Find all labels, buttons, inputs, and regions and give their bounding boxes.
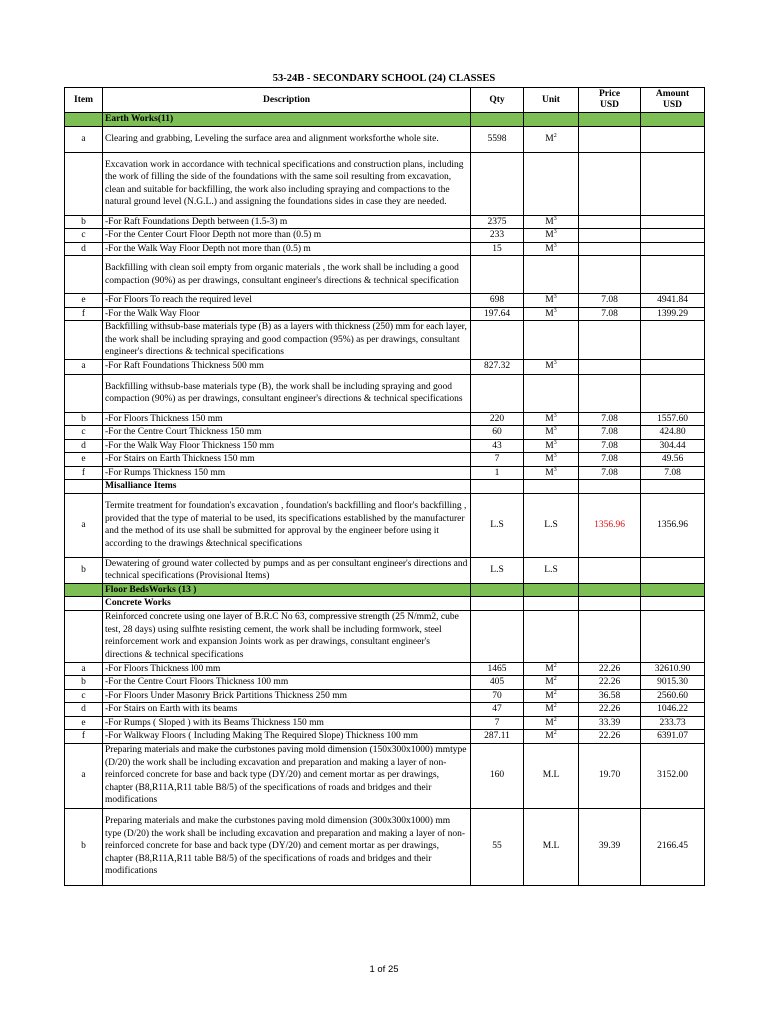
unit-exponent: 3 [553,439,557,446]
description-cell: -For Rumps Thickness 150 mm [103,466,471,480]
unit-exponent: 3 [553,293,557,300]
price-cell [579,256,641,294]
unit-cell [524,215,579,229]
unit-cell [524,229,579,243]
unit-label: M [545,467,554,478]
unit-label: M [545,308,554,319]
amount-cell [641,229,705,243]
price-cell: 36.58 [579,689,641,703]
item-cell [65,374,103,412]
unit-cell [524,703,579,717]
item-cell: e [65,453,103,467]
unit-label: M [545,454,554,464]
unit-cell [524,307,579,321]
table-row [65,703,705,717]
unit-cell [524,242,579,256]
qty-cell [471,256,524,294]
description-cell: -For the Center Court Floor Depth not more than (0.5) m [103,229,471,243]
unit-cell [524,439,579,453]
unit-label: M [545,295,554,305]
section-row [65,583,705,597]
price-cell: 19.70 [579,743,641,808]
table-row [65,256,705,294]
item-cell: b [65,676,103,690]
amount-cell: 1557.60 [641,412,705,426]
table-row [65,426,705,440]
unit-label: M [545,704,554,714]
unit-cell [524,480,579,494]
item-cell: a [65,662,103,676]
unit-cell [524,294,579,308]
description-cell: -For Walkway Floors ( Including Making The Required Slope) Thickness 100 mm [103,730,471,744]
qty-cell: 160 [471,743,524,808]
qty-cell [471,480,524,494]
unit-cell [524,583,579,597]
unit-cell [524,610,579,662]
description-cell: -For Stairs on Earth Thickness 150 mm [103,453,471,467]
table-row [65,374,705,412]
item-cell: a [65,493,103,557]
price-cell [579,480,641,494]
unit-label: M [545,413,554,424]
price-cell: 7.08 [579,412,641,426]
amount-cell [641,242,705,256]
table-row [65,730,705,744]
unit-exponent: 3 [553,228,557,235]
unit-exponent: 3 [553,215,557,222]
item-cell: c [65,229,103,243]
description-cell: -For Raft Foundations Thickness 500 mm [103,359,471,374]
unit-exponent: 3 [553,412,557,419]
item-cell: b [65,215,103,229]
item-cell: a [65,359,103,374]
unit-label: M.L [542,841,560,852]
item-cell: b [65,412,103,426]
description-cell: Clearing and grabbing, Leveling the surface area and alignment worksforthe whole site. [103,126,471,152]
description-cell: Backfilling with clean soil empty from organic materials , the work shall be including a good compaction (90%) as per drawings, consultant engineer's directions & technical specification [103,256,471,294]
item-cell: e [65,294,103,308]
amount-cell: 2166.45 [641,808,705,885]
table-row [65,242,705,256]
qty-cell: 698 [471,294,524,308]
description-cell: Termite treatment for foundation's excavation , foundation's backfilling and floor's backfilling , provided that the type of material to be used, its specifications established by the manufacturer and the method of its use shall be submitted for approval by the engineer before using it according to the drawings &technical specifications [103,493,471,557]
unit-cell [524,662,579,676]
unit-label: M [545,677,554,687]
qty-cell: 1465 [471,662,524,676]
table-row [65,689,705,703]
amount-cell: 9015.30 [641,676,705,690]
price-cell: 39.39 [579,808,641,885]
amount-cell [641,480,705,494]
price-cell [579,557,641,583]
item-cell [65,583,103,597]
price-cell: 7.08 [579,439,641,453]
unit-exponent: 3 [553,242,557,249]
unit-cell [524,808,579,885]
table-row [65,662,705,676]
header-item: Item [65,88,103,113]
unit-cell [524,412,579,426]
description-cell: Excavation work in accordance with technical specifications and construction plans, including the work of filling the side of the foundations with the same soil resulting from excavation, clean and suitable for backfilling, the work also including spraying and compactions to the natural ground level (N.G.L.) and assigning the foundations sides in case they are needed. [103,152,471,215]
unit-exponent: 3 [553,452,557,459]
amount-cell: 2560.60 [641,689,705,703]
amount-cell [641,374,705,412]
unit-label: L.S [544,564,558,575]
item-cell: b [65,557,103,583]
unit-cell [524,689,579,703]
qty-cell: 233 [471,229,524,243]
item-cell [65,256,103,294]
price-cell [579,215,641,229]
description-cell: Dewatering of ground water collected by pumps and as per consultant engineer's directions and technical specifications (Provisional Items) [103,557,471,583]
price-cell [579,374,641,412]
item-cell [65,597,103,611]
unit-cell [524,359,579,374]
table-row [65,676,705,690]
item-cell: c [65,426,103,440]
price-cell: 22.26 [579,703,641,717]
amount-cell [641,215,705,229]
unit-cell [524,113,579,127]
unit-cell [524,730,579,744]
unit-exponent: 2 [553,702,557,709]
description-cell: Reinforced concrete using one layer of B.R.C No 63, compressive strength (25 N/mm2, cube test, 28 days) using sulfhte resisting cement, the work shall be including formwork, steel reinforcement work and expansion Joints work as per drawings, consultant engineer's directions & technical specifications [103,610,471,662]
table-row [65,294,705,308]
header-description: Description [103,88,471,113]
amount-cell [641,610,705,662]
price-cell [579,113,641,127]
unit-cell [524,321,579,360]
qty-cell: 220 [471,412,524,426]
price-cell [579,597,641,611]
page-title: 53-24B - SECONDARY SCHOOL (24) CLASSES [272,73,496,84]
subheading-row [65,597,705,611]
item-cell: f [65,307,103,321]
unit-label: M [545,230,554,240]
qty-cell: 2375 [471,215,524,229]
unit-exponent: 2 [553,675,557,682]
amount-cell: 1356.96 [641,493,705,557]
table-header-row [65,88,705,113]
description-cell: -For Raft Foundations Depth between (1.5-3) m [103,215,471,229]
qty-cell [471,113,524,127]
description-cell: -For the Walk Way Floor Depth not more than (0.5) m [103,242,471,256]
price-cell [579,359,641,374]
unit-cell [524,597,579,611]
price-cell: 22.26 [579,676,641,690]
header-unit: Unit [524,88,579,113]
bill-of-quantities-table [64,87,705,886]
item-cell: a [65,126,103,152]
unit-label: M [545,133,554,144]
unit-label: M [545,216,554,227]
table-body [65,113,705,886]
qty-cell: 60 [471,426,524,440]
unit-cell [524,676,579,690]
table-row [65,610,705,662]
amount-cell [641,126,705,152]
price-cell [579,321,641,360]
description-cell: -For Stairs on Earth with its beams [103,703,471,717]
unit-exponent: 2 [553,689,557,696]
price-cell [579,126,641,152]
price-cell [579,152,641,215]
section-title: Earth Works(11) [103,113,471,127]
qty-cell [471,321,524,360]
subheading-title: Concrete Works [103,597,471,611]
item-cell [65,113,103,127]
table-row [65,743,705,808]
unit-cell [524,152,579,215]
item-cell: b [65,808,103,885]
price-cell [579,610,641,662]
unit-cell [524,426,579,440]
table-row [65,412,705,426]
table-row [65,493,705,557]
item-cell: a [65,743,103,808]
table-row [65,716,705,730]
unit-cell [524,743,579,808]
table-row [65,321,705,360]
amount-cell: 32610.90 [641,662,705,676]
header-amount: Amount USD [641,88,705,113]
amount-cell: 7.08 [641,466,705,480]
description-cell: Preparing materials and make the curbstones paving mold dimension (150x300x1000) mmtype (D/20) the work shall be including excavation and preparation and making a layer of non-reinforced concrete for base and back type (DY/20) and cement mortar as per drawings, chapter (B8,R11A,R11 table B8/5) of the specifications of roads and bridges and their modifications [103,743,471,808]
qty-cell: 405 [471,676,524,690]
unit-label: M [545,717,554,728]
price-cell: 1356.96 [579,493,641,557]
amount-cell [641,321,705,360]
amount-cell: 4941.84 [641,294,705,308]
table-row [65,359,705,374]
qty-cell: 5598 [471,126,524,152]
table-row [65,439,705,453]
price-cell: 22.26 [579,662,641,676]
price-cell: 22.26 [579,730,641,744]
table-row [65,557,705,583]
amount-cell [641,113,705,127]
item-cell: d [65,242,103,256]
unit-cell [524,557,579,583]
unit-exponent: 3 [553,466,557,473]
description-cell: Preparing materials and make the curbstones paving mold dimension (300x300x1000) mm type (D/20) the work shall be including excavation and preparation and making a layer of non-reinforced concrete for base and back type (DY/20) and cement mortar as per drawings, chapter (B8,R11A,R11 table B8/5) of the specifications of roads and bridges and their modifications [103,808,471,885]
item-cell: e [65,716,103,730]
amount-cell [641,583,705,597]
table-row [65,152,705,215]
price-cell [579,229,641,243]
description-cell: -For Floors Under Masonry Brick Partitions Thickness 250 mm [103,689,471,703]
qty-cell: 55 [471,808,524,885]
qty-cell [471,583,524,597]
qty-cell [471,597,524,611]
description-cell: Backfilling withsub-base materials type (B) as a layers with thickness (250) mm for each layer, the work shall be including spraying and good compaction (95%) as per drawings, consultant engineer's directions & technical specifications [103,321,471,360]
item-cell [65,152,103,215]
qty-cell [471,152,524,215]
qty-cell: 287.11 [471,730,524,744]
amount-cell [641,597,705,611]
qty-cell: 43 [471,439,524,453]
table-row [65,215,705,229]
item-cell: f [65,466,103,480]
unit-label: L.S [544,519,558,530]
subheading-title: Misalliance Items [103,480,471,494]
qty-cell: 7 [471,453,524,467]
unit-label: M [545,427,554,437]
unit-label: M.L [542,770,560,781]
description-cell: Backfilling withsub-base materials type (B), the work shall be including spraying and good compaction (90%) as per drawings, consultant engineer's directions & technical specifications [103,374,471,412]
unit-label: M [545,663,554,674]
description-cell: -For Rumps ( Sloped ) with its Beams Thickness 150 mm [103,716,471,730]
table-row [65,466,705,480]
qty-cell [471,610,524,662]
price-cell [579,242,641,256]
table-row [65,126,705,152]
unit-label: M [545,440,554,451]
qty-cell: 1 [471,466,524,480]
unit-exponent: 3 [553,425,557,432]
price-cell: 33.39 [579,716,641,730]
qty-cell: 47 [471,703,524,717]
unit-exponent: 2 [553,132,557,139]
amount-cell: 1046.22 [641,703,705,717]
amount-cell: 424.80 [641,426,705,440]
amount-cell [641,152,705,215]
unit-label: M [545,731,554,741]
unit-cell [524,374,579,412]
table-row [65,229,705,243]
unit-exponent: 3 [553,307,557,314]
unit-exponent: 2 [553,729,557,736]
qty-cell: L.S [471,557,524,583]
amount-cell [641,557,705,583]
amount-cell: 304.44 [641,439,705,453]
unit-exponent: 2 [553,662,557,669]
description-cell: -For Floors Thickness l00 mm [103,662,471,676]
table-row [65,307,705,321]
amount-cell: 6391.07 [641,730,705,744]
section-row [65,113,705,127]
unit-label: M [545,690,554,701]
price-cell: 7.08 [579,294,641,308]
item-cell: d [65,439,103,453]
qty-cell: L.S [471,493,524,557]
unit-cell [524,716,579,730]
description-cell: -For the Centre Court Thickness 150 mm [103,426,471,440]
item-cell: f [65,730,103,744]
unit-exponent: 3 [553,360,557,367]
qty-cell: 7 [471,716,524,730]
unit-cell [524,493,579,557]
unit-label: M [545,361,554,372]
unit-cell [524,126,579,152]
unit-cell [524,453,579,467]
qty-cell: 827.32 [471,359,524,374]
amount-cell: 233.73 [641,716,705,730]
description-cell: -For the Walk Way Floor Thickness 150 mm [103,439,471,453]
amount-cell [641,359,705,374]
price-cell: 7.08 [579,453,641,467]
unit-cell [524,466,579,480]
item-cell [65,321,103,360]
table-row [65,453,705,467]
qty-cell: 15 [471,242,524,256]
qty-cell: 197.64 [471,307,524,321]
price-cell: 7.08 [579,426,641,440]
unit-label: M [545,243,554,254]
unit-exponent: 2 [553,716,557,723]
item-cell [65,480,103,494]
amount-cell: 49.56 [641,453,705,467]
item-cell: d [65,703,103,717]
description-cell: -For Floors Thickness 150 mm [103,412,471,426]
qty-cell [471,374,524,412]
table-row [65,808,705,885]
item-cell [65,610,103,662]
section-title: Floor BedsWorks (13 ) [103,583,471,597]
description-cell: -For the Centre Court Floors Thickness 100 mm [103,676,471,690]
qty-cell: 70 [471,689,524,703]
amount-cell: 1399.29 [641,307,705,321]
page-number: 1 of 25 [369,964,399,975]
header-price: Price USD [579,88,641,113]
price-cell: 7.08 [579,307,641,321]
amount-cell [641,256,705,294]
description-cell: -For the Walk Way Floor [103,307,471,321]
header-qty: Qty [471,88,524,113]
amount-cell: 3152.00 [641,743,705,808]
unit-cell [524,256,579,294]
subheading-row [65,480,705,494]
price-cell: 7.08 [579,466,641,480]
description-cell: -For Floors To reach the required level [103,294,471,308]
item-cell: c [65,689,103,703]
price-cell [579,583,641,597]
